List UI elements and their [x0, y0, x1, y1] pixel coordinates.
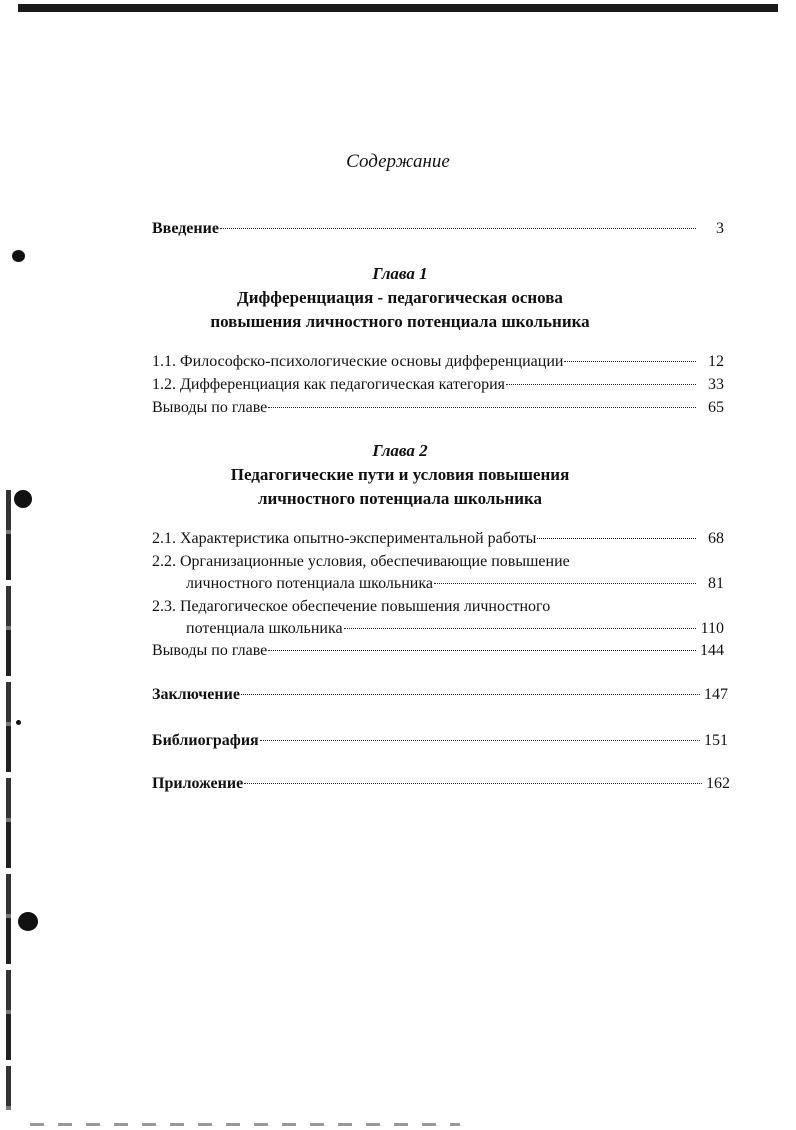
toc-leader-dots: [268, 650, 696, 651]
toc-entry-page: 162: [706, 775, 730, 792]
toc-leader-dots: [268, 407, 696, 408]
chapter-title-line: личностного потенциала школьника: [257, 489, 543, 508]
toc-entry-label: 1.1. Философско-психологические основы дифференциации: [152, 353, 564, 370]
toc-leader-dots: [434, 583, 696, 584]
toc-entry-label: Библиография: [152, 732, 259, 749]
toc-entry-label: личностного потенциала школьника: [186, 575, 433, 592]
toc-entry-label: Введение: [152, 220, 219, 237]
toc-entry-label: потенциала школьника: [186, 620, 343, 637]
toc-entry: [152, 351, 724, 373]
toc-entry-page: 144: [700, 642, 724, 659]
scan-bottom-edge: [30, 1123, 460, 1126]
toc-entry-intro: [152, 218, 724, 240]
toc-leader-dots: [220, 228, 696, 229]
scan-left-edge: [6, 490, 11, 1110]
toc-entry-page: 110: [700, 620, 724, 637]
toc-entry-page: 147: [704, 686, 728, 703]
toc-entry-label: 2.1. Характеристика опытно-экспериментальной работы: [152, 530, 537, 547]
page-title: Содержание: [346, 151, 450, 172]
toc-entry-conclusion: [152, 684, 728, 706]
toc-entry: [152, 374, 724, 396]
toc-leader-dots: [506, 384, 696, 385]
chapter-2-heading: [120, 439, 680, 511]
toc-leader-dots: [241, 694, 700, 695]
toc-entry: [186, 618, 724, 640]
toc-leader-dots: [260, 740, 700, 741]
toc-entry: [152, 528, 724, 550]
toc-entry-label: Приложение: [152, 775, 244, 792]
toc-entry-label: Выводы по главе: [152, 642, 268, 659]
toc-entry-page: 151: [704, 732, 728, 749]
toc-leader-dots: [344, 628, 696, 629]
toc-entry-label-line: 2.3. Педагогическое обеспечение повышения личностного: [152, 598, 551, 615]
toc-entry: [152, 640, 724, 662]
ink-blot: [16, 720, 21, 725]
toc-entry-label: 1.2. Дифференциация как педагогическая категория: [152, 376, 506, 393]
toc-leader-dots: [564, 361, 696, 362]
toc-entry-label-line: 2.2. Организационные условия, обеспечивающие повышение: [152, 553, 570, 570]
ink-blot: [18, 912, 38, 931]
toc-leader-dots: [244, 783, 702, 784]
toc-entry-page: 68: [708, 530, 724, 547]
chapter-title-line: Педагогические пути и условия повышения: [230, 465, 570, 484]
toc-leader-dots: [537, 538, 696, 539]
ink-blot: [14, 490, 32, 508]
toc-entry-label: Заключение: [152, 686, 240, 703]
chapter-title-line: Дифференциация - педагогическая основа: [237, 288, 563, 307]
toc-entry-page: 3: [716, 220, 724, 237]
toc-entry-bibliography: [152, 730, 728, 752]
ink-blot: [12, 250, 25, 262]
scan-top-border: [18, 4, 778, 12]
toc-entry-page: 81: [708, 575, 724, 592]
toc-entry-page: 33: [708, 376, 724, 393]
toc-entry: [152, 397, 724, 419]
toc-entry-appendix: [152, 773, 730, 795]
toc-entry-label: Выводы по главе: [152, 399, 268, 416]
toc-entry: [186, 573, 724, 595]
toc-entry-page: 65: [708, 399, 724, 416]
toc-entry-page: 12: [708, 353, 724, 370]
chapter-title-line: повышения личностного потенциала школьника: [210, 312, 590, 331]
chapter-1-heading: [120, 262, 680, 334]
chapter-label: Глава 1: [372, 264, 428, 283]
chapter-label: Глава 2: [372, 441, 428, 460]
